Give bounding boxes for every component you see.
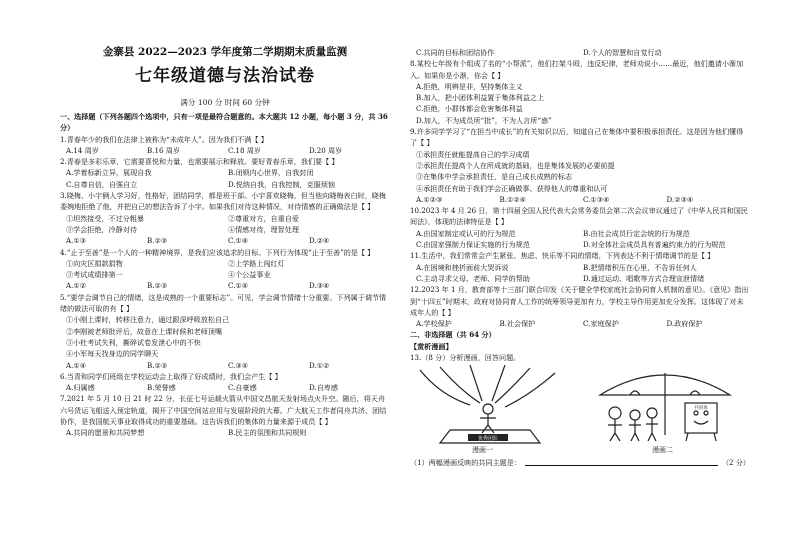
question-13-1 [410, 457, 750, 468]
exam-header-title: 金寨县 2022—2023 学年度第二学期期末质量监测 [102, 46, 348, 58]
statement: ④承担责任有助于我们学会正确做事、获得他人的尊重和认可 [416, 183, 608, 193]
statement: ③考试成绩排第一 [66, 270, 123, 280]
option: B.荣誉感 [147, 383, 176, 393]
question-9: 9.许多同学学习了“在担当中成长”的有关知识以后，知道自己在集体中要积极承担责任。这是因为他们懂得了【 】 [410, 127, 744, 148]
option: B.民主的氛围和共同规则 [228, 428, 307, 438]
question-3: 3.晓梅、小宇俩人学习好，性格好，团结同学，都是班干部。小宇喜欢晓梅，但当他向晓梅表白时，晓梅委婉地拒绝了他，并把自己的想法告诉了小宇。如果我们对待这种情况，对待情感的正确做法是【 】 [60, 191, 386, 212]
option: B.②③ [147, 281, 168, 291]
question-12: 12.2023 年 1 月，教育部等十三部门联合印发《关于健全学校家庭社会协同育人机制的意见》。《意见》指出到“十四五”时期末，政府对协同育人工作的统筹领导更加有力，学校主导作用更加充分发挥。这体现了对未成年人的【 】 [410, 285, 749, 317]
options [60, 145, 390, 156]
question-11: 11.生活中，我们常常会产生紧张、焦虑、快乐等不同的情绪，下列表达不利于情绪调节的是【 】 [410, 251, 715, 261]
statement: ④情感对待，理智处理 [228, 224, 299, 234]
option: A.由国家制定或认可的行为规范 [416, 228, 516, 238]
exam-subject-title: 七年级道德与法治试卷 [135, 66, 315, 86]
option: B.社会保护 [499, 319, 536, 329]
option: B.②③ [147, 236, 168, 246]
option: D.悦纳自我，自我控制，克服烦恼 [228, 179, 336, 189]
comic-two-caption: 漫画二 [652, 446, 673, 455]
option: C.①③④ [583, 194, 610, 204]
statements [60, 269, 390, 280]
statement: ②承担责任提高个人在所成就的基础，也是集体发展的必要前提 [416, 160, 615, 170]
statement: ④个公益事业 [228, 270, 271, 280]
question-7: 7.2021 年 5 月 10 日 21 时 22 分，长征七号运载火箭从中国文昌航天发射场点火升空。随后，将天舟六号货运飞船送入预定轨道，揭开了中国空间站应用与发展阶段的大幕。广大航天工作者同舟共济、团结协作，是我国航天事业取得成功的重要基础。这告诉我们的集体的力量来源于成员【 】 [60, 394, 387, 427]
statements [60, 213, 390, 224]
statements [60, 258, 390, 269]
option: D.②③④ [666, 194, 694, 204]
option: C.18 周岁 [228, 145, 261, 155]
question-1: 1.青春年少的我们在法律上被称为“未成年人”。因为我们不满【 】 [60, 134, 268, 144]
statement: ②尊重对方，自重自爱 [228, 213, 299, 223]
comics-area [410, 365, 750, 457]
comic-one-illustration [410, 365, 565, 445]
section-heading: 二、非选择题（共 64 分） [410, 330, 496, 340]
option: A.学校保护 [416, 319, 452, 329]
section-heading: 一、选择题（下列各题四个选项中，只有一项是最符合题意的。本大题共 12 小题，每小题 3 分，共 36 分） [60, 112, 388, 133]
options [60, 427, 390, 438]
question-13: 13.（8 分）分析漫画，回答问题。 [410, 353, 521, 363]
options [410, 239, 750, 250]
question-6: 6.当青和同学们班级在学校运动会上取得了好成绩时，我们会产生【 】 [60, 371, 282, 381]
left-column [60, 0, 390, 439]
options [60, 360, 390, 371]
option: D.自卑感 [309, 383, 338, 393]
subsection-heading: 【赏析漫画】 [410, 341, 453, 351]
option: B.闭锁内心世界，自我封闭 [228, 168, 314, 178]
option: C.③④ [228, 360, 249, 370]
options [60, 179, 390, 190]
statement: ③小杜考试失利，撕碎试卷发泄心中的不快 [66, 337, 201, 347]
option: D.②④ [309, 236, 330, 246]
option: A.拒绝，明辨是非，坚持集体主义 [416, 81, 523, 91]
option: C.自尊自信，自强自立 [66, 179, 138, 189]
option: D.通过运动、唱歌等方式合理宣泄情绪 [583, 273, 705, 283]
option: C.家庭保护 [583, 319, 619, 329]
option: D.①② [309, 360, 330, 370]
option: A.①② [66, 281, 87, 291]
option: C.主动寻求父母、老师、同学的帮助 [416, 273, 530, 283]
question-2: 2.青春是多彩乐章，它需要喜悦和力量，也需要展示和释放。要好青春乐章，我们要【 】 [60, 157, 339, 167]
option: D.政府保护 [666, 319, 703, 329]
option: C.由国家强制力保证实施的行为规范 [416, 240, 530, 250]
options [410, 228, 750, 239]
option: A.①③ [66, 236, 87, 246]
statement: ①承担责任就能提高自己的学习成绩 [416, 149, 530, 159]
statement: ②上学路上闯红灯 [228, 258, 285, 268]
option: D.③④ [309, 281, 330, 291]
statement: ①坦然接受，不过分粗暴 [66, 213, 145, 223]
options [60, 235, 390, 246]
option: A.在困境和挫折面前大哭诉说 [416, 262, 509, 272]
option: B.①②④ [499, 194, 527, 204]
comic-two-book-text: 共同体 [694, 406, 708, 412]
comic-two-illustration [590, 365, 740, 445]
question-13-1-prompt: （1）两幅漫画反映的共同主题是： [410, 458, 521, 468]
option: A.共同的愿景和共同梦想 [66, 428, 145, 438]
statement: ①小刚上课时，转移注意力，通过跟深呼吸放松自己 [66, 315, 230, 325]
question-13-1-score: （2 分） [721, 458, 750, 468]
option: A.①④ [66, 360, 87, 370]
option: A.①②③ [416, 194, 443, 204]
options [410, 194, 750, 205]
statement: ③在集体中学会承担责任，是自己成长成熟的标志 [416, 172, 573, 182]
option: A.14 周岁 [66, 145, 99, 155]
option: C.①④ [228, 236, 249, 246]
option: B.16 周岁 [147, 145, 180, 155]
option: D.对全体社会成员具有普遍约束力的行为规范 [583, 240, 726, 250]
statement: ②李刚被老师批评后，故意在上课时候和老师顶嘴 [66, 326, 223, 336]
statement: ①向灾区捐款捐物 [66, 258, 123, 268]
option: C.自豪感 [228, 383, 257, 393]
option: A.学着标新立异，展现自我 [66, 168, 152, 178]
option: D.加入，不为成员所“批”，不为人言所“惑” [416, 115, 552, 125]
option: C.共同的目标和团结协作 [416, 48, 495, 57]
option: C.①④ [228, 281, 249, 291]
statement: ③学会拒绝，冷静对待 [66, 224, 137, 234]
comic-one-caption: 漫画一 [472, 446, 493, 455]
statement: ④小军每天找身边的同学聊天 [66, 349, 159, 359]
statements [60, 224, 390, 235]
comic-one-banner-text: 优秀团队 [477, 436, 499, 443]
option: A.归属感 [66, 383, 95, 393]
answer-blank[interactable] [525, 457, 718, 465]
right-column [410, 47, 750, 469]
option: D.20 周岁 [309, 145, 343, 155]
options [410, 318, 750, 329]
options [60, 382, 390, 393]
exam-score-time: 满分 100 分 时间 60 分钟 [180, 98, 270, 107]
question-5: 5.“要学会调节自己的情绪，这是成熟的一个重要标志”。可见，学会调节情绪十分重要。下列属于调节情绪的做法可取的有【 】 [60, 292, 387, 314]
question-10: 10.2023 年 4 月 26 日，第十四届全国人民代表大会常务委员会第二次会议审议通过了《中华人民共和国民间法》，体现的法律特征是【 】 [410, 206, 748, 227]
options [410, 47, 750, 58]
options [60, 280, 390, 291]
options [60, 167, 390, 178]
option: D.个人的智慧和自觉行动 [583, 48, 662, 57]
option: C.拒绝，小群体都会危害集体利益 [416, 104, 523, 114]
options [410, 262, 750, 273]
option: B.把情绪积压在心里，不告诉任何人 [583, 262, 697, 272]
option: B.由社会成员行定会统的行为规范 [583, 228, 690, 238]
option: B.加入，把小团体利益置于集体利益之上 [416, 93, 545, 103]
option: B.②③ [147, 360, 168, 370]
question-4: 4.“止于至善”是一个人的一种精神境界，是我们应该追求的目标。下列行为体现“止于至善”的是【 】 [60, 247, 375, 257]
question-8: 8.某校七年级有个组成了名的“小帮派”，他们打架斗殴，违反纪律，老师劝说小……最近，他们邀请小渐加入。如果你是小渐，你会【 】 [410, 59, 744, 80]
options [410, 273, 750, 284]
